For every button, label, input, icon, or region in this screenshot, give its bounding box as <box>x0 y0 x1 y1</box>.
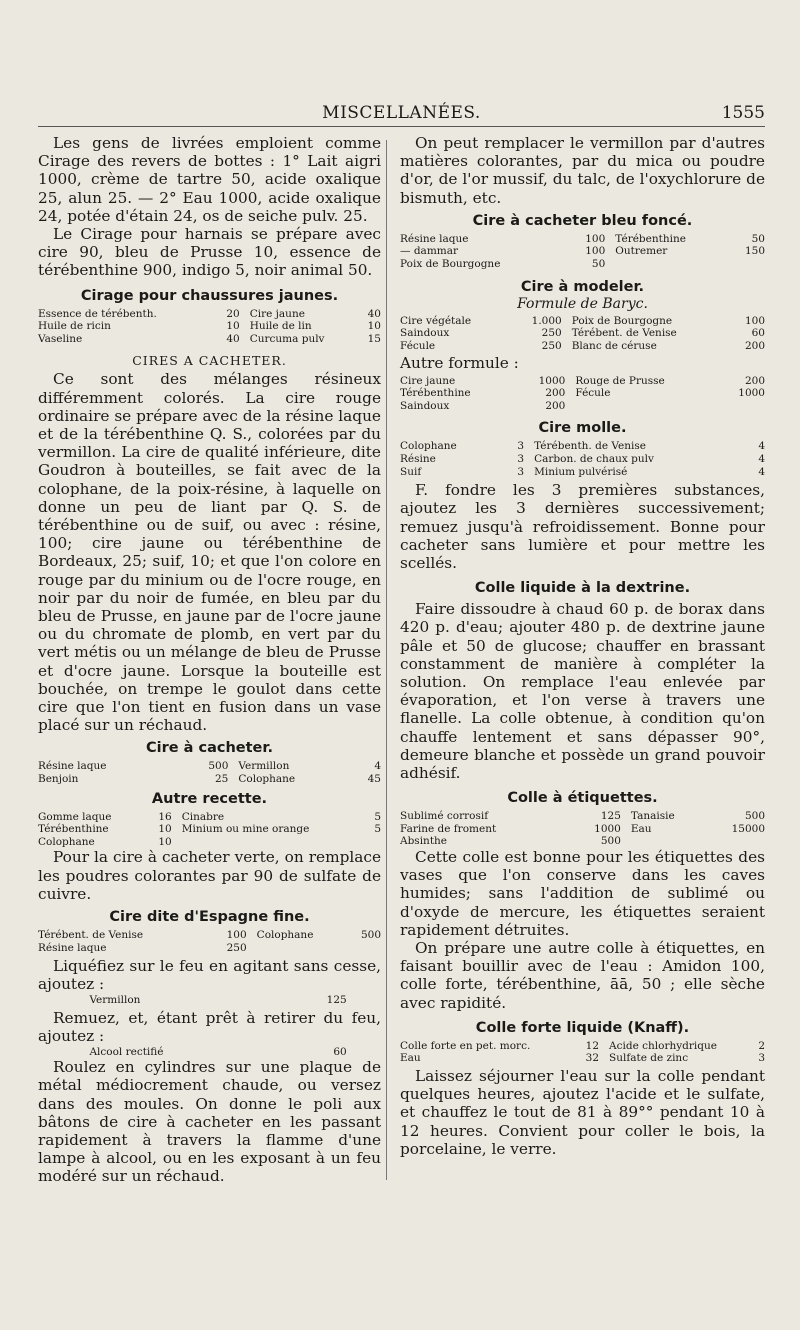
table-cire-molle <box>400 440 765 478</box>
ingredient-quantity: 3 <box>758 1052 765 1065</box>
heading-cire-a-cacheter: Cire à cacheter. <box>146 740 273 757</box>
ingredient-name: Cire végétale <box>400 314 472 327</box>
ingredient-quantity: 45 <box>367 773 381 786</box>
ingredient-name: Térébent. de Venise <box>38 929 144 942</box>
table-autre-formule <box>400 375 765 413</box>
ingredient-quantity <box>707 835 765 848</box>
ingredient-quantity: 1000 <box>594 822 621 835</box>
paragraph-cires: Ce sont des mélanges résineux différemment colorés. La cire rouge ordinaire se prépare avec de la résine laque et de la térébenthine Q. S., colorées par du vermillon. La cire de qualité inférieure, dite Goudron à bouteilles, se fait avec de la colophane, de la poix-résine, à laquelle on donne un peu de liant par Q. S. de térébenthine ou de suif, ou avec : résine, 100; cire jaune ou térébenthine de Bordeaux, 25; suif, 10; et que l'on colore en rouge par du minium ou de l'ocre rouge, en noir par du noir de fumée, en bleu par du bleu de Prusse, en jaune par de l'ocre jaune ou du chromate de plomb, en vert par du vert métis ou un mélange de bleu de Prusse et d'ocre jaune. Lorsque la bouteille est bouchée, on trempe le goulot dans cette cire que l'on tient en fusion dans un vase placé sur un réchaud. <box>38 370 381 735</box>
ingredient-name: Térébenthine <box>38 823 109 836</box>
table-row <box>400 400 765 413</box>
running-title: MISCELLANÉES. <box>322 103 481 123</box>
table-cire-bleu <box>400 233 765 271</box>
ingredient-quantity: 3 <box>517 452 525 465</box>
ingredient-quantity: 100 <box>744 314 765 327</box>
ingredient-name: Sulfate de zinc <box>609 1052 689 1065</box>
ingredient-quantity: 25 <box>215 773 229 786</box>
table-row <box>400 233 765 246</box>
ingredient-name <box>631 835 707 848</box>
table-row <box>400 375 765 388</box>
ingredient-quantity: 4 <box>758 465 765 478</box>
ingredient-name: Résine laque <box>38 760 107 773</box>
ingredient-quantity: 1000 <box>538 374 566 387</box>
heading-cirage-chaussures: Cirage pour chaussures jaunes. <box>80 287 339 304</box>
table-row <box>38 773 381 786</box>
paragraph-livrees: Les gens de livrées emploient comme Cirage des revers de bottes : 1° Lait aigri 1000, crème de tartre 50, acide oxalique 25, alun 25. — 2° Eau 1000, acide oxalique 24, potée d'étain 24, os de seiche pulv. 25. <box>38 134 381 225</box>
paragraph-vermillon: On peut remplacer le vermillon par d'autres matières colorantes, par du mica ou poudre d'or, de l'or mussif, du talc, de l'oxychlorure de bismuth, etc. <box>400 134 765 207</box>
header-rule <box>38 126 765 127</box>
paragraph-laissez: Laissez séjourner l'eau sur la colle pendant quelques heures, ajoutez l'acide et le sulfate, et chauffez le tout de 81 à 89°° pendant 10 à 12 heures. Convient pour coller le bois, la porcelaine, le verre. <box>400 1066 765 1158</box>
ingredient-name: Cinabre <box>181 810 225 823</box>
ingredient-name: Colophane <box>400 440 457 453</box>
ingredient-quantity: 250 <box>226 941 247 954</box>
ingredient-quantity: 200 <box>744 374 765 387</box>
paragraph-harnais: Le Cirage pour harnais se prépare avec cire 90, bleu de Prusse 10, essence de térébenthine 900, indigo 5, noir animal 50. <box>38 225 381 280</box>
ingredient-quantity: 4 <box>758 440 765 453</box>
ingredient-name: Colophane <box>238 773 296 786</box>
ingredient-name: Colle forte en pet. morc. <box>400 1039 531 1052</box>
table-cire-a-cacheter <box>38 760 381 785</box>
ingredient-name: Résine laque <box>400 232 469 245</box>
ingredient-quantity: 3 <box>517 465 525 478</box>
ingredient-quantity: 40 <box>226 332 240 345</box>
ingredient-name: Térébenth. de Venise <box>534 440 646 453</box>
table-row <box>89 1046 346 1059</box>
ingredient-quantity: 1000 <box>738 387 765 400</box>
paragraph-etiquettes: Cette colle est bonne pour les étiquettes des vases que l'on conserve dans les caves humides; sans l'addition de sublimé ou d'oxyde de mercure, les étiquettes seraient rapidement détruites. <box>400 847 765 939</box>
ingredient-name: Essence de térébenth. <box>38 307 157 320</box>
ingredient-name: Vaseline <box>38 332 83 345</box>
ingredient-name: — dammar <box>400 245 459 258</box>
table-colle-knaff <box>400 1040 765 1065</box>
ingredient-name: Cire jaune <box>249 307 305 320</box>
ingredient-quantity: 10 <box>226 320 240 333</box>
table-vermillon <box>89 994 346 1007</box>
ingredient-quantity: 200 <box>545 399 566 412</box>
ingredient-name: Colophane <box>38 835 95 848</box>
table-cirage-chaussures <box>38 308 381 346</box>
ingredient-quantity: 500 <box>744 810 765 823</box>
heading-colle-knaff: Colle forte liquide (Knaff). <box>475 1019 690 1036</box>
table-row <box>38 811 381 824</box>
table-row <box>400 258 765 271</box>
ingredient-name: Colophane <box>256 929 314 942</box>
ingredient-quantity: 250 <box>541 339 562 352</box>
table-row <box>400 1052 765 1065</box>
ingredient-name: Alcool rectifié <box>89 1045 164 1058</box>
table-row <box>400 327 765 340</box>
ingredient-name: Cire jaune <box>400 374 456 387</box>
ingredient-quantity: 16 <box>158 810 172 823</box>
ingredient-name <box>257 942 349 955</box>
page-header <box>38 103 765 127</box>
ingredient-quantity: 125 <box>326 993 347 1006</box>
table-row <box>38 942 381 955</box>
page-number: 1555 <box>721 103 765 123</box>
ingredient-quantity <box>371 836 381 849</box>
table-row <box>38 333 381 346</box>
column-divider <box>386 140 387 1180</box>
heading-cire-molle: Cire molle. <box>538 420 627 437</box>
ingredient-quantity: 5 <box>374 823 381 836</box>
table-row <box>38 760 381 773</box>
ingredient-name: Saindoux <box>400 327 450 340</box>
ingredient-name: Blanc de céruse <box>571 339 657 352</box>
table-formule-baryc <box>400 315 765 353</box>
ingredient-quantity: 100 <box>226 929 247 942</box>
table-row <box>89 994 346 1007</box>
ingredient-quantity: 500 <box>208 760 229 773</box>
ingredient-name: Eau <box>400 1052 421 1065</box>
heading-cires-a-cacheter: CIRES A CACHETER. <box>132 353 287 369</box>
ingredient-quantity: 100 <box>585 232 606 245</box>
table-row <box>400 387 765 400</box>
ingredient-name: Poix de Bourgogne <box>400 258 501 270</box>
table-row <box>38 929 381 942</box>
table-row <box>400 466 765 479</box>
ingredient-name <box>615 258 732 271</box>
ingredient-name: Résine laque <box>38 941 107 954</box>
ingredient-quantity: 40 <box>367 307 381 320</box>
paragraph-liquefiez: Liquéfiez sur le feu en agitant sans cesse, ajoutez : <box>38 957 381 994</box>
ingredient-name: Térébenthine <box>615 232 686 245</box>
table-row <box>38 320 381 333</box>
ingredient-name: Benjoin <box>38 773 79 786</box>
ingredient-name: Térébenthine <box>400 387 471 400</box>
heading-autre-recette: Autre recette. <box>151 790 268 807</box>
table-colle-etiquettes <box>400 810 765 848</box>
ingredient-quantity: 500 <box>360 929 381 942</box>
table-row <box>38 836 381 849</box>
ingredient-quantity: 15000 <box>731 822 765 835</box>
table-row <box>400 315 765 328</box>
ingredient-name: Acide chlorhydrique <box>609 1039 717 1052</box>
ingredient-quantity: 1.000 <box>531 314 562 327</box>
heading-colle-etiquettes: Colle à étiquettes. <box>507 790 658 807</box>
ingredient-name: Suif <box>400 465 422 478</box>
ingredient-quantity: 32 <box>585 1052 600 1065</box>
ingredient-quantity: 60 <box>751 327 765 340</box>
paragraph-roulez: Roulez en cylindres sur une plaque de métal médiocrement chaude, ou versez dans des moules. On donne le poli aux bâtons de cire à cacheter en les passant rapidement à travers la flamme d'une lampe à alcool, ou en les exposant à un feu modéré sur un réchaud. <box>38 1058 381 1186</box>
table-row <box>400 440 765 453</box>
ingredient-name: Outremer <box>615 245 668 258</box>
ingredient-name: Minium pulvérisé <box>534 465 628 478</box>
ingredient-quantity: 200 <box>545 387 566 400</box>
ingredient-quantity: 10 <box>367 320 381 333</box>
ingredient-quantity: 2 <box>758 1039 765 1052</box>
table-row <box>38 308 381 321</box>
ingredient-name <box>182 836 371 849</box>
ingredient-name: Fécule <box>400 339 436 352</box>
table-cire-espagne <box>38 929 381 954</box>
heading-formule-baryc: Formule de Baryc. <box>517 295 648 312</box>
right-column <box>400 130 765 1158</box>
table-row <box>400 1040 765 1053</box>
paragraph-prepare: On prépare une autre colle à étiquettes, en faisant bouillir avec de l'eau : Amidon 100, colle forte, térébenthine, āā, 50 ; elle sèche avec rapidité. <box>400 938 765 1012</box>
ingredient-quantity: 125 <box>600 810 621 823</box>
table-autre-recette <box>38 811 381 849</box>
table-row <box>400 453 765 466</box>
ingredient-name: Vermillon <box>89 993 141 1006</box>
table-row <box>38 823 381 836</box>
ingredient-quantity: 15 <box>367 332 381 345</box>
ingredient-quantity: 4 <box>374 760 381 773</box>
ingredient-name: Absinthe <box>400 835 448 848</box>
ingredient-quantity: 3 <box>517 440 525 453</box>
ingredient-name: Saindoux <box>400 399 450 412</box>
table-row <box>400 823 765 836</box>
ingredient-name: Curcuma pulv <box>249 332 325 345</box>
left-column <box>38 130 381 1186</box>
paragraph-remuez: Remuez, et, étant prêt à retirer du feu, ajoutez : <box>38 1009 381 1046</box>
ingredient-name <box>575 400 721 413</box>
table-row <box>400 835 765 848</box>
ingredient-name: Térébent. de Venise <box>571 327 677 340</box>
ingredient-quantity: 4 <box>758 452 765 465</box>
table-row <box>400 810 765 823</box>
paragraph-fondre: F. fondre les 3 premières substances, ajoutez les 3 dernières successivement; remuez jusqu'à refroidissement. Bonne pour cacheter sans lumière et pour mettre les scellés. <box>400 481 765 572</box>
ingredient-quantity: 12 <box>585 1039 600 1052</box>
paragraph-verte: Pour la cire à cacheter verte, on remplace les poudres colorantes par 90 de sulfate de cuivre. <box>38 848 381 903</box>
ingredient-name: Sublimé corrosif <box>400 810 489 823</box>
heading-cire-modeler: Cire à modeler. <box>520 278 645 295</box>
ingredient-name: Fécule <box>575 387 611 400</box>
ingredient-quantity: 10 <box>158 823 172 836</box>
ingredient-name: Farine de froment <box>400 822 497 835</box>
ingredient-quantity <box>349 942 381 955</box>
ingredient-name: Carbon. de chaux pulv <box>534 452 654 465</box>
ingredient-name: Huile de lin <box>249 320 312 333</box>
ingredient-quantity <box>732 258 765 271</box>
paragraph-dextrine: Faire dissoudre à chaud 60 p. de borax dans 420 p. d'eau; ajouter 480 p. de dextrine jaune pâle et 50 de glucose; chauffer en brassant constamment de manière à compléter la solution. On remplace l'eau enlevée par évaporation, et l'on verse à travers une flanelle. La colle obtenue, à condition qu'on chauffe lentement et sans dépasser 90°, demeure blanche et possède un grand pouvoir adhésif. <box>400 600 765 782</box>
ingredient-quantity: 150 <box>744 245 765 258</box>
ingredient-name: Vermillon <box>238 760 290 773</box>
ingredient-quantity: 50 <box>591 258 606 270</box>
ingredient-quantity: 200 <box>744 339 765 352</box>
ingredient-quantity <box>721 400 765 413</box>
ingredient-quantity: 5 <box>374 810 381 823</box>
paragraph-autre-formule: Autre formule : <box>400 354 519 373</box>
ingredient-quantity: 20 <box>226 307 240 320</box>
ingredient-quantity: 50 <box>751 232 765 245</box>
ingredient-name: Résine <box>400 452 436 465</box>
ingredient-name: Huile de ricin <box>38 320 111 333</box>
ingredient-name: Minium ou mine orange <box>181 823 310 836</box>
ingredient-quantity: 250 <box>541 327 562 340</box>
table-row <box>400 340 765 353</box>
ingredient-name: Tanaisie <box>630 810 675 823</box>
ingredient-quantity: 10 <box>158 835 172 848</box>
ingredient-name: Gomme laque <box>38 810 112 823</box>
ingredient-name: Poix de Bourgogne <box>571 314 673 327</box>
heading-cire-espagne: Cire dite d'Espagne fine. <box>109 909 310 926</box>
ingredient-quantity: 500 <box>600 835 621 848</box>
table-row <box>400 245 765 258</box>
ingredient-name: Rouge de Prusse <box>575 374 665 387</box>
heading-colle-dextrine: Colle liquide à la dextrine. <box>474 580 691 597</box>
ingredient-name: Eau <box>630 822 652 835</box>
table-alcool <box>89 1046 346 1059</box>
heading-cire-bleu: Cire à cacheter bleu foncé. <box>472 212 693 229</box>
ingredient-quantity: 60 <box>333 1045 347 1058</box>
ingredient-quantity: 100 <box>585 245 606 258</box>
